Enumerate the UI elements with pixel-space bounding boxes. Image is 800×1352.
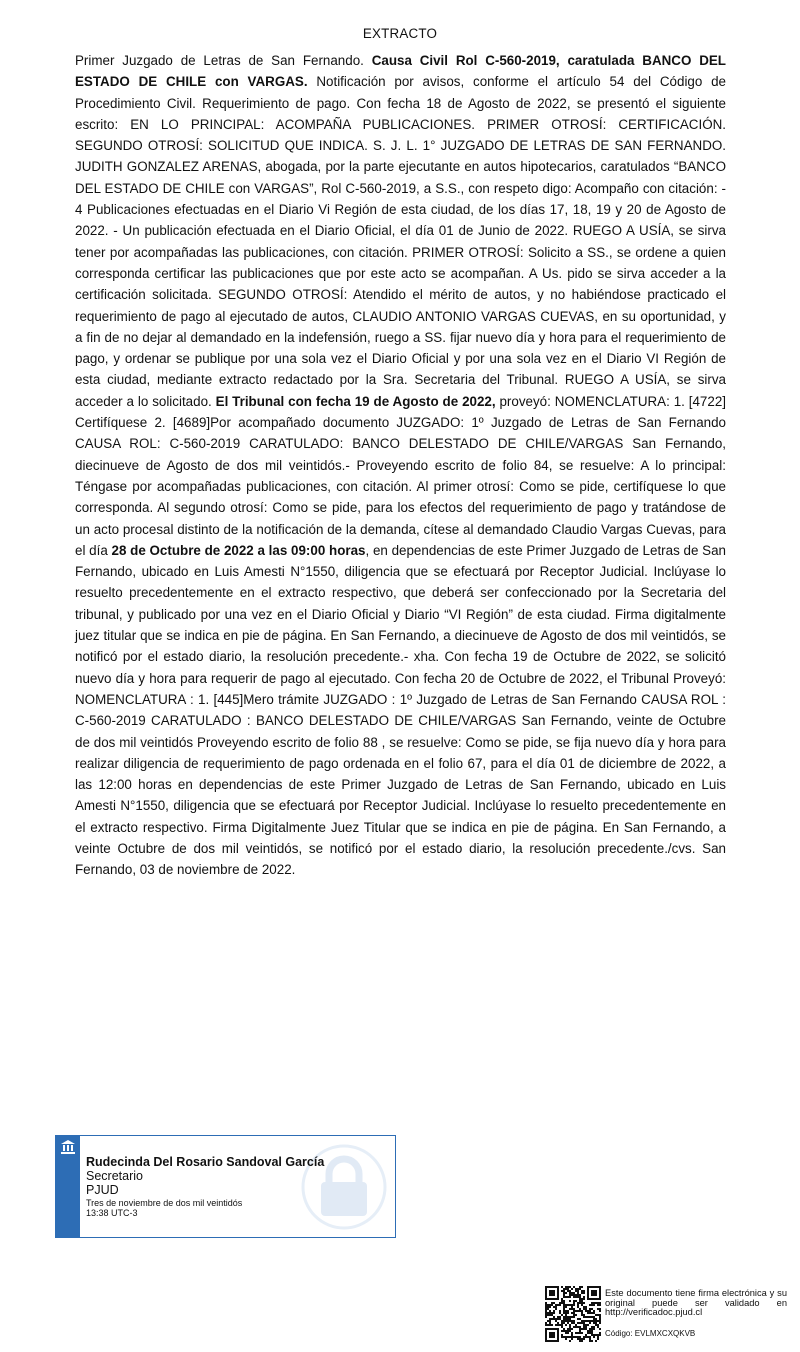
signer-organization: PJUD bbox=[86, 1183, 119, 1197]
body-text-run: proveyó: NOMENCLATURA: 1. [4722] Certifíquese 2. [4689]Por acompañado documento JUZGADO: 1º Juzgado de Letras de San Fernando CAUSA ROL: C-560-2019 CARATULADO: BANCO DELESTADO DE CHILE/VARGAS San Fernando, diecinueve de Agosto de dos mil veintidós.- Proveyendo escrito de folio 84, se resuelve: A lo principal: Téngase por acompañadas publicaciones, con citación. Al primer otrosí: Como se pide, certifíquese lo que corresponda. Al segundo otrosí: Como se pide, para los efectos del requerimiento de pago y tratándose de un acto procesal distinto de la notificación de la demanda, cítese al demandado Claudio Vargas Cuevas, para el día bbox=[75, 393, 726, 558]
courthouse-icon bbox=[60, 1139, 76, 1155]
signature-date: Tres de noviembre de dos mil veintidós bbox=[86, 1198, 243, 1208]
body-bold-run: El Tribunal con fecha 19 de Agosto de 2022, bbox=[215, 393, 496, 409]
body-bold-run: Causa Civil Rol C-560-2019, caratulada BANCO DEL ESTADO DE CHILE con VARGAS. bbox=[75, 53, 726, 90]
body-bold-run: 28 de Octubre de 2022 a las 09:00 horas bbox=[111, 542, 366, 558]
document-body bbox=[75, 50, 726, 881]
signature-time: 13:38 UTC-3 bbox=[86, 1208, 138, 1218]
signature-box bbox=[55, 1135, 396, 1238]
signature-strip bbox=[56, 1136, 80, 1237]
signer-role: Secretario bbox=[86, 1169, 143, 1183]
verification-note: Este documento tiene firma electrónica y su original puede ser validado en http://verificadoc.pjud.cl bbox=[605, 1288, 787, 1318]
body-text-run: Primer Juzgado de Letras de San Fernando. bbox=[75, 53, 372, 68]
body-text-run: , en dependencias de este Primer Juzgado de Letras de San Fernando, ubicado en Luis Amesti N°1550, diligencia que se efectuará por Receptor Judicial. Inclúyase lo resuelto precedentemente en el extracto respectivo, que deberá ser confeccionado por la Secretaria del tribunal, y publicado por una vez en el Diario Oficial y Diario “VI Región” de esta ciudad. Firma digitalmente juez titular que se indica en pie de página. En San Fernando, a diecinueve de Agosto de dos mil veintidós, se notificó por el estado diario, la resolución precedente.- xha. Con fecha 19 de Octubre de 2022, se solicitó nuevo día y hora para requerir de pago al ejecutado. Con fecha 20 de Octubre de 2022, el Tribunal Proveyó: NOMENCLATURA : 1. [445]Mero trámite JUZGADO : 1º Juzgado de Letras de San Fernando CAUSA ROL : C-560-2019 CARATULADO : BANCO DELESTADO DE CHILE/VARGAS San Fernando, veinte de Octubre de dos mil veintidós Proveyendo escrito de folio 88 , se resuelve: Como se pide, se fija nuevo día y hora para realizar diligencia de requerimiento de pago ordenada en el folio 67, para el día 01 de diciembre de 2022, a las 12:00 horas en dependencias de este Primer Juzgado de Letras de San Fernando, ubicado en Luis Amesti N°1550, diligencia que se efectuará por Receptor Judicial. Inclúyase lo resuelto precedentemente en el extracto respectivo. Firma Digitalmente Juez Titular que se indica en pie de página. En San Fernando, a veinte Octubre de dos mil veintidós, se notificó por el estado diario, la resolución precedente./cvs. San Fernando, 03 de noviembre de 2022. bbox=[75, 542, 726, 878]
body-text-run: Notificación por avisos, conforme el artículo 54 del Código de Procedimiento Civil. Requerimiento de pago. Con fecha 18 de Agosto de 2022, se presentó el siguiente escrito: EN LO PRINCIPAL: ACOMPAÑA PUBLICACIONES. PRIMER OTROSÍ: CERTIFICACIÓN. SEGUNDO OTROSÍ: SOLICITUD QUE INDICA. S. J. L. 1° JUZGADO DE LETRAS DE SAN FERNANDO. JUDITH GONZALEZ ARENAS, abogada, por la parte ejecutante en autos hipotecarios, caratulados “BANCO DEL ESTADO DE CHILE con VARGAS”, Rol C-560-2019, a S.S., con respeto digo: Acompaño con citación: - 4 Publicaciones efectuadas en el Diario Vi Región de esta ciudad, de los días 17, 18, 19 y 20 de Agosto de 2022. - Un publicación efectuada en el Diario Oficial, el día 01 de Junio de 2022. RUEGO A USÍA, se sirva tener por acompañadas las publicaciones, con citación. PRIMER OTROSÍ: Solicito a SS., se ordene a quien corresponda certificar las publicaciones que por este acto se acompañan. A Us. pido se sirva acceder a la certificación solicitada. SEGUNDO OTROSÍ: Atendido el mérito de autos, y no habiéndose practicado el requerimiento de pago al ejecutado de autos, CLAUDIO ANTONIO VARGAS CUEVAS, en su oportunidad, y a fin de no dejar al demandado en la indefensión, ruego a SS. fijar nuevo día y hora para el requerimiento de pago, y ordenar se publique por una sola vez el Diario Oficial y por una sola vez en el Diario VI Región de esta ciudad, mediante extracto redactado por la Sra. Secretaria del Tribunal. RUEGO A USÍA, se sirva acceder a lo solicitado. bbox=[75, 74, 726, 409]
verification-code: Código: EVLMXCXQKVB bbox=[605, 1329, 696, 1338]
document-title: EXTRACTO bbox=[362, 26, 438, 41]
signer-name: Rudecinda Del Rosario Sandoval García bbox=[86, 1155, 325, 1169]
qr-code-icon bbox=[545, 1286, 601, 1342]
